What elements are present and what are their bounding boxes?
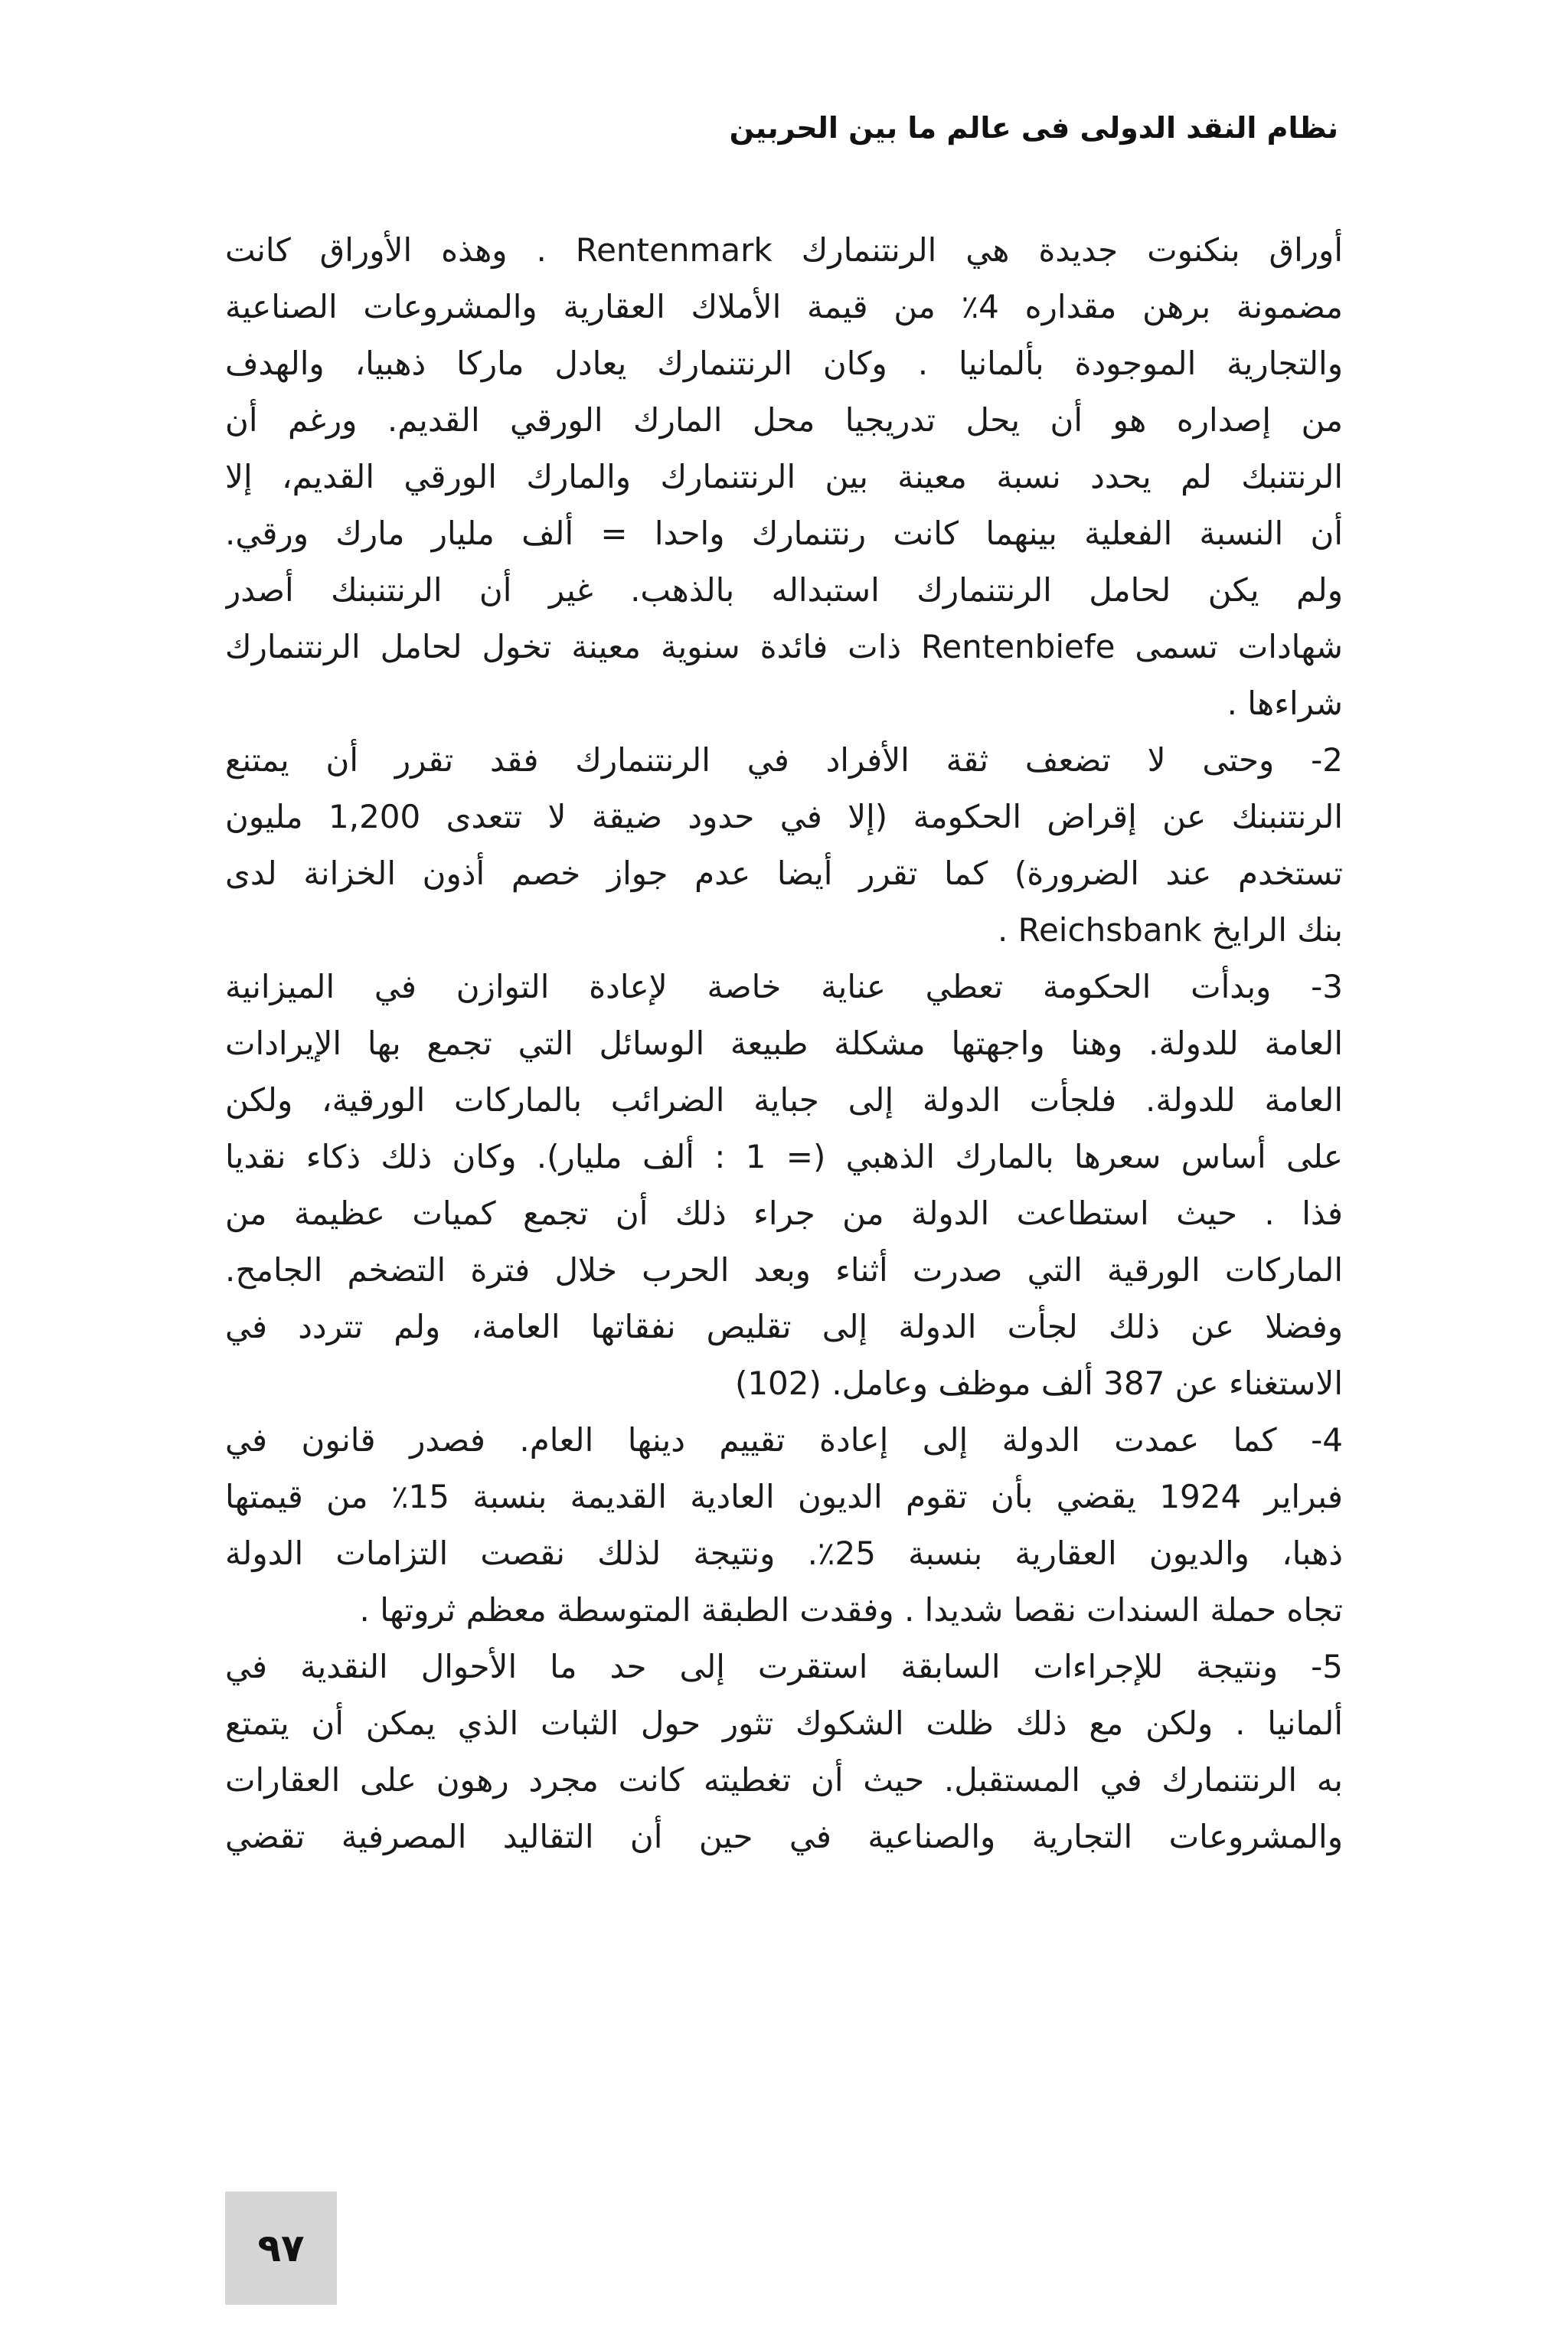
body-line: 3- وبدأت الحكومة تعطي عناية خاصة لإعادة التوازن في الميزانية: [225, 968, 1343, 1005]
body-line: الماركات الورقية التي صدرت أثناء وبعد الحرب خلال فترة التضخم الجامح.: [225, 1251, 1343, 1289]
body-line: ذهبا، والديون العقارية بنسبة 25٪. ونتيجة لذلك نقصت التزامات الدولة: [225, 1535, 1343, 1572]
body-line: 4- كما عمدت الدولة إلى إعادة تقييم دينها العام. فصدر قانون في: [225, 1421, 1343, 1459]
page-body: [225, 222, 1343, 1865]
body-line: العامة للدولة. فلجأت الدولة إلى جباية الضرائب بالماركات الورقية، ولكن: [225, 1081, 1343, 1119]
body-line: 5- ونتيجة للإجراءات السابقة استقرت إلى حد ما الأحوال النقدية في: [225, 1648, 1343, 1685]
body-line: على أساس سعرها بالمارك الذهبي (= 1 : ألف مليار). وكان ذلك ذكاء نقديا: [225, 1138, 1343, 1175]
body-line: بنك الرايخ Reichsbank .: [997, 911, 1343, 949]
body-line: ألمانيا . ولكن مع ذلك ظلت الشكوك تثور حول الثبات الذي يمكن أن يتمتع: [225, 1704, 1343, 1742]
body-line: الرنتنبنك عن إقراض الحكومة (إلا في حدود ضيقة لا تتعدى 1,200 مليون: [225, 798, 1343, 835]
running-header: نظام النقد الدولى فى عالم ما بين الحربين: [729, 111, 1338, 145]
body-line: فبراير 1924 يقضي بأن تقوم الديون العادية القديمة بنسبة 15٪ من قيمتها: [225, 1478, 1343, 1515]
page-number-box: [225, 2191, 337, 2305]
body-line: فذا . حيث استطاعت الدولة من جراء ذلك أن تجمع كميات عظيمة من: [225, 1195, 1343, 1232]
body-line: العامة للدولة. وهنا واجهتها مشكلة طبيعة الوسائل التي تجمع بها الإيرادات: [225, 1025, 1343, 1062]
body-line: وفضلا عن ذلك لجأت الدولة إلى تقليص نفقاتها العامة، ولم تتردد في: [225, 1308, 1343, 1345]
body-line: الاستغناء عن 387 ألف موظف وعامل. (102): [734, 1365, 1343, 1402]
body-line: الرنتنبك لم يحدد نسبة معينة بين الرنتنمارك والمارك الورقي القديم، إلا: [225, 458, 1343, 495]
body-line: والتجارية الموجودة بألمانيا . وكان الرنتنمارك يعادل ماركا ذهبيا، والهدف: [225, 345, 1343, 382]
body-line: 2- وحتى لا تضعف ثقة الأفراد في الرنتنمارك فقد تقرر أن يمتنع: [225, 741, 1343, 779]
body-line: أن النسبة الفعلية بينهما كانت رنتنمارك واحدا = ألف مليار مارك ورقي.: [225, 515, 1343, 552]
body-line: به الرنتنمارك في المستقبل. حيث أن تغطيته كانت مجرد رهون على العقارات: [225, 1761, 1343, 1799]
body-line: من إصداره هو أن يحل تدريجيا محل المارك الورقي القديم. ورغم أن: [225, 401, 1343, 439]
body-line: مضمونة برهن مقداره 4٪ من قيمة الأملاك العقارية والمشروعات الصناعية: [225, 288, 1343, 325]
body-line: تجاه حملة السندات نقصا شديدا . وفقدت الطبقة المتوسطة معظم ثروتها .: [359, 1591, 1343, 1629]
body-line: ولم يكن لحامل الرنتنمارك استبداله بالذهب. غير أن الرنتنبنك أصدر: [225, 571, 1343, 609]
body-line: أوراق بنكنوت جديدة هي الرنتنمارك Rentenmark . وهذه الأوراق كانت: [225, 231, 1343, 269]
page-number: ٩٧: [257, 2226, 305, 2270]
body-line: شهادات تسمى Rentenbiefe ذات فائدة سنوية معينة تخول لحامل الرنتنمارك: [225, 628, 1343, 665]
body-line: شراءها .: [1227, 685, 1343, 722]
body-line: والمشروعات التجارية والصناعية في حين أن التقاليد المصرفية تقضي: [225, 1818, 1343, 1855]
body-line: تستخدم عند الضرورة) كما تقرر أيضا عدم جواز خصم أذون الخزانة لدى: [225, 855, 1343, 892]
